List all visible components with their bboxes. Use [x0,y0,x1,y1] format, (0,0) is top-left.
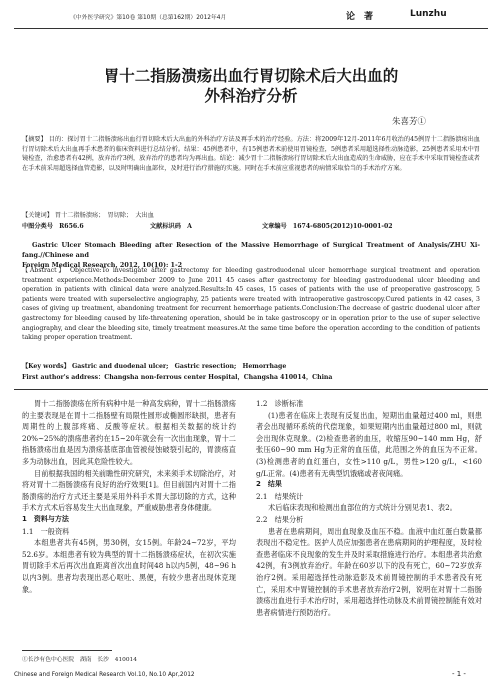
running-header [70,9,490,25]
footer-journal: Chinese and Foreign Medical Research Vol.10, No.10 Apr,2012 [14,672,195,678]
section-heading-2: 2 结果 [256,480,282,489]
body-left-column [22,398,236,595]
first-author-address: First author's address：Changsha non-ferrous center Hospital，Changsha 410014，China [22,374,333,381]
abstract-en: 【Abstract】 Objective:To investigate after gastrectomy for bleeding gastroduodenal ulcer hemorrhage surgical treatment and operation treatment experience.Methods:December 2009 to June 2011 45 cases after gastrectomy for bleeding gastroduodenal ulcer bleeding and operation in patients with clinical data were analyzed.Results:In 45 cases, 15 cases of patients with the use of preoperative gastroscopy, 5 patients were treated with superselective angiography, 25 patients were treated with intraoperative gastroscopy.Cured patients in 42 cases, 3 cases of giving up treatment, abandoning treatment for recurrent hemorrhage patients.Conclusion:The decrease of gastric duodenal ulcer after gastrectomy for bleeding caused by life-threatening operation, should be in take gastroscopy or in operation prior to the use of super selective angiography, and clear the bleeding site, timely treatment measures.At the same time before the operation according to the condition of patients taking proper operation treatment. [22,267,480,342]
header-rule [14,28,488,29]
section-rule [14,389,488,390]
title-line-1: 胃十二指肠溃疡出血行胃切除术后大出血的 [103,66,399,85]
article-number: 文章编号 1674-6805(2012)10-0001-02 [262,223,393,230]
section-heading-2-1: 2.1 结果统计 [256,491,304,501]
running-header-section: 论 著 [346,12,374,22]
body-right-column [256,398,482,618]
section-heading-2-2: 2.2 结果分析 [256,514,304,524]
body-paragraph-2: 目前根据我国的相关前瞻性研究研究，未来须手术切除治疗，对将对胃十二指肠溃疡有良好的治疗效果[1]。但目前国内对胃十二指肠溃疡的治疗方式还主要是采用外科手术胃大部切除的方式，这种手术方式术后容易发生大出血现象，严重威胁患者身体健康。 [22,468,236,513]
footnote-affiliation: ①长沙有色中心医院 湖南 长沙 410014 [22,657,137,663]
body-paragraph-3: 本组患者共有45例，男30例，女15例。年龄24~72岁，平均52.6岁。本组患者有较为典型的胃十二指肠溃疡症状，在初次实施胃切除手术后再次出血距离首次出血时间48 h以内5例，48~96 h以内3例。患者均表现出恶心呕吐、黑便，有较少患者出现休克现象。 [22,538,236,594]
result-statistics: 术后临床表现和检测出血部位的方式统计分别见表1、表2。 [268,503,457,513]
footnote-rule [22,650,112,651]
article-title [14,66,488,106]
body-paragraph-1: 胃十二指肠溃疡在所有病种中是一种高发病种，胃十二指肠溃疡的主要表现是在胃十二指肠壁有局限性圆形或椭圆形缺损，患者有周期性的上腹部疼痛、反酸等症状。根据相关数据的统计约20%~25%的溃疡患者约在15~20年就会有一次出血现象，胃十二指肠溃疡出血是因为溃疡基底部血管被侵蚀破裂引起的，胃溃疡直多为动脉出血，因此其危险性较大。 [22,399,236,466]
section-heading-1: 1 资料与方法 [22,514,69,523]
english-title-line-2: Foreign Medical Research, 2012, 10(10): 1-2 [22,261,183,269]
document-code: 文献标识码 A [150,223,192,230]
keywords-en: 【Key words】 Gastric and duodenal ulcer; Gastric resection; Hemorrhage [22,363,287,370]
english-title-line-1: Gastric Ulcer Stomach Bleeding after Resection of the Massive Hemorrhage of Surgical Treatment of Analysis/ZHU Xi-fang.//Chinese and [22,241,480,259]
section-heading-1-2: 1.2 诊断标准 [256,399,304,408]
running-header-lunzhu: Lunzhu [410,9,447,19]
class-number: 中图分类号 R656.6 [22,223,84,230]
result-analysis: 患者在患病期间，周出血现象及血压不稳。血液中血红蛋白数量都表现出不稳定性。医护人员应加强患者在患病期间的护理程度，及时检查患者临床不良现象的发生并及时采取措施进行治疗。本组患者共治愈42例，有3例放弃治疗。年龄在60岁以下的没有死亡，60~72岁放弃治疗2例。采用超选择性动脉造影及术前胃镜控制的手术患者没有死亡，采用术中胃镜控制的手术患者放弃治疗2例，说明在对胃十二指肠溃疡出血进行手术治疗时，采用超选择性动脉及术前胃镜控制能有效对患者病情进行预防治疗。 [256,526,482,617]
running-header-journal: 《中外医学研究》第10卷 第10期（总第162期）2012年4月 [70,15,227,21]
title-line-2: 外科治疗分析 [204,86,298,105]
author-name: 朱喜芳① [392,117,427,127]
page-number: - 1 - [452,670,466,678]
keywords-cn: 【关键词】 胃十二指肠溃疡； 胃切除； 大出血 [22,212,154,219]
abstract-cn: 【摘要】 目的：探讨胃十二指肠溃疡出血行胃切除术后大出血的外科治疗方法及再手术的治疗经验。方法：将2009年12月-2011年6月收治的45例胃十二指肠溃疡出血行胃切除术后大出血再手术患者的临床资料进行总结分析。结果：45例患者中，有15例患者术前使用胃镜检查，5例患者采用超选择性动脉造影，25例患者采用术中胃镜检查，治愈患者有42例，放弃治疗3例，放弃治疗的患者均为再出血。结论：减少胃十二指肠溃疡行胃切除术后大出血造成的生命威胁，应在手术中采取胃镜检查或者在手术前采用超选择血管造影，以及时明确出血部位，及时进行治疗措施的实施。同时在手术前应重视患者的病情采取恰当的手术治疗方案。 [22,136,480,172]
diagnosis-criteria: (1)患者在临床上表现有反复出血，短期出血量超过400 ml，则患者会出现循环系统的代偿现象，如果短期内出血量超过800 ml，则就会出现休克现象。(2)检查患者的血压，收缩压90~140 mm Hg，舒张压60~90 mm Hg为正常的血压值，此范围之外的血压为不正常。(3)检测患者的血红蛋白，女性>110 g/L，男性>120 g/L，<160 g/L正常。(4)患者有无典型饥饿痛或者夜间痛。 [256,410,482,478]
section-heading-1-1: 1.1 一般资料 [22,526,70,536]
